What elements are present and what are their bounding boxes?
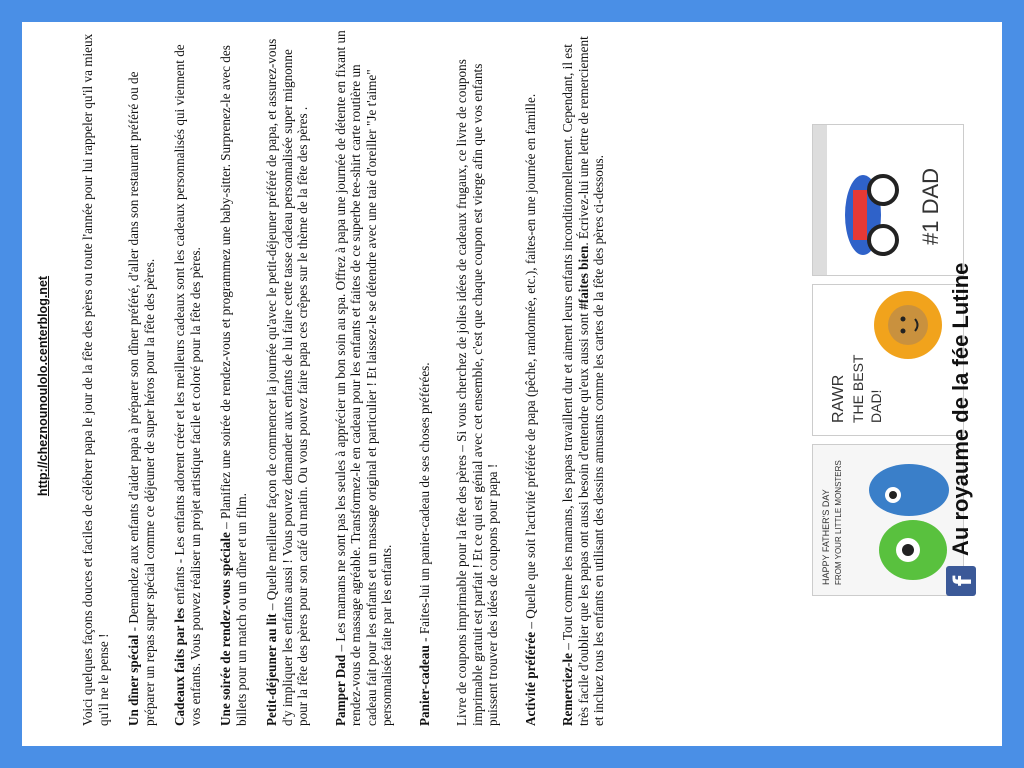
idea-text: – Quelle que soit l'activité préférée de papa (pêche, randonnée, etc.), faites-en une journée en famille. xyxy=(522,93,538,632)
idea-text: - Demandez aux enfants d'aider papa à préparer son dîner préféré, d'aller dans son restaurant préféré ou de préparer un repas super spécial comme ce déjeuner de super héros pour la fête des pères. xyxy=(126,71,157,726)
idea-gifts xyxy=(172,26,203,726)
lion-handprint-icon xyxy=(813,285,963,435)
idea-title: Petit-déjeuner au lit xyxy=(264,613,279,726)
article-body xyxy=(80,26,622,726)
card-text: FROM YOUR LITTLE MONSTERS xyxy=(834,460,843,585)
monster-handprint-icon xyxy=(813,445,963,595)
brand-title: Au royaume de la fée Lutine xyxy=(948,262,973,556)
idea-title: Activité préférée xyxy=(522,631,538,726)
card-rawr-best-dad xyxy=(812,284,964,436)
idea-date-night xyxy=(218,26,249,726)
idea-text: – Quelle meilleure façon de commencer la journée qu'avec le petit-déjeuner préféré de papa, et assurez-vous d'y impliquer les enfants aussi ! Vous pouvez demander aux enfants de lui faire cette tasse cadeau personnalisée super mignonne pour la fête des pères pour son café du matin. Ou vous pouvez faire papa ces crêpes sur le thème de la fête des pères . xyxy=(264,38,310,726)
thanks-paragraph xyxy=(560,26,607,726)
intro-paragraph: Voici quelques façons douces et faciles de célébrer papa le jour de la fête des pères ou toute l'année pour lui rappeler qu'il va mieux qu'il ne le pense ! xyxy=(80,33,111,726)
idea-pamper xyxy=(333,26,395,726)
idea-text: enfants - Les enfants adorent créer et les meilleurs cadeaux sont les cadeaux personnalisés qui viennent de vos enfants. Vous pouvez réaliser un projet artistique facile et coloré pour la fête des pères. xyxy=(172,44,203,726)
card-text: HAPPY FATHER'S DAY xyxy=(821,489,831,585)
document-page xyxy=(22,22,1002,746)
idea-title: Un dîner spécial xyxy=(126,634,141,726)
idea-title: Cadeaux faits par les xyxy=(172,607,187,726)
idea-text: – Les mamans ne sont pas les seules à apprécier un bon soin au spa. Offrez à papa une journée de détente en fixant un rendez-vous de massage agréable. Transformez-le en cadeau pour les enfants et faites de ce superbe tee-shirt carte routière un cadeau fait pour les enfants et un massage original et particulier ! Et laissez-le se détendre avec une taie d'oreiller "Je t'aime" personnalisée faite par les enfants. xyxy=(332,30,394,726)
thanks-text: – Tout comme les mamans, les papas travaillent dur et aiment leurs enfants inconditionnellement. Cependant, il est très facile d'oublier que les papas ont aussi besoin d'entendre qu'eux aussi sont xyxy=(560,44,591,726)
rotated-content xyxy=(22,26,982,746)
blog-url-link[interactable]: http://cheznounoulolo.centerblog.net xyxy=(36,275,50,497)
idea-basket xyxy=(417,26,433,726)
coupons-paragraph: Livre de coupons imprimable pour la fête des pères – Si vous cherchez de jolies idées de cadeaux frugaux, ce livre de coupons imprimable gratuit est parfait ! Et ce qui est génial avec cet ensemble, c'est que chaque coupon est vierge afin que vos enfants puissent trouver des idées de coupons pour papa ! xyxy=(454,59,500,726)
fathers-day-cards-image xyxy=(812,126,962,596)
brand-footer xyxy=(944,36,978,596)
card-number-one-dad xyxy=(812,124,964,276)
idea-text: - Faites-lui un panier-cadeau de ses choses préférées. xyxy=(416,362,432,646)
idea-title: Panier-cadeau xyxy=(416,645,432,726)
card-text: DAD! xyxy=(868,389,884,423)
idea-title: Une soirée de rendez-vous spéciale xyxy=(218,532,233,726)
card-little-monsters xyxy=(812,444,964,596)
card-text: #1 DAD xyxy=(918,167,943,245)
card-text: RAWR xyxy=(830,374,847,423)
footprint-car-icon xyxy=(813,125,963,275)
idea-activity xyxy=(523,26,539,726)
idea-breakfast xyxy=(264,26,311,726)
idea-title: Remerciez-le xyxy=(560,653,575,726)
idea-text: – Planifiez une soirée de rendez-vous et programmez une baby-sitter. Surprenez-le avec des billets pour un match ou un dîner et un film. xyxy=(218,45,249,726)
idea-title: Pamper Dad xyxy=(332,654,348,726)
thanks-text: . Écrivez-lui une lettre de remerciement et incluez tous les enfants en utilisant des dessins amusants comme les cartes de la fête des pères ci-dessous. xyxy=(575,36,606,726)
card-text: THE BEST xyxy=(850,354,866,423)
hashtag-text: #faites bien xyxy=(575,245,591,310)
facebook-icon[interactable]: f xyxy=(946,566,976,596)
idea-dinner xyxy=(126,26,157,726)
